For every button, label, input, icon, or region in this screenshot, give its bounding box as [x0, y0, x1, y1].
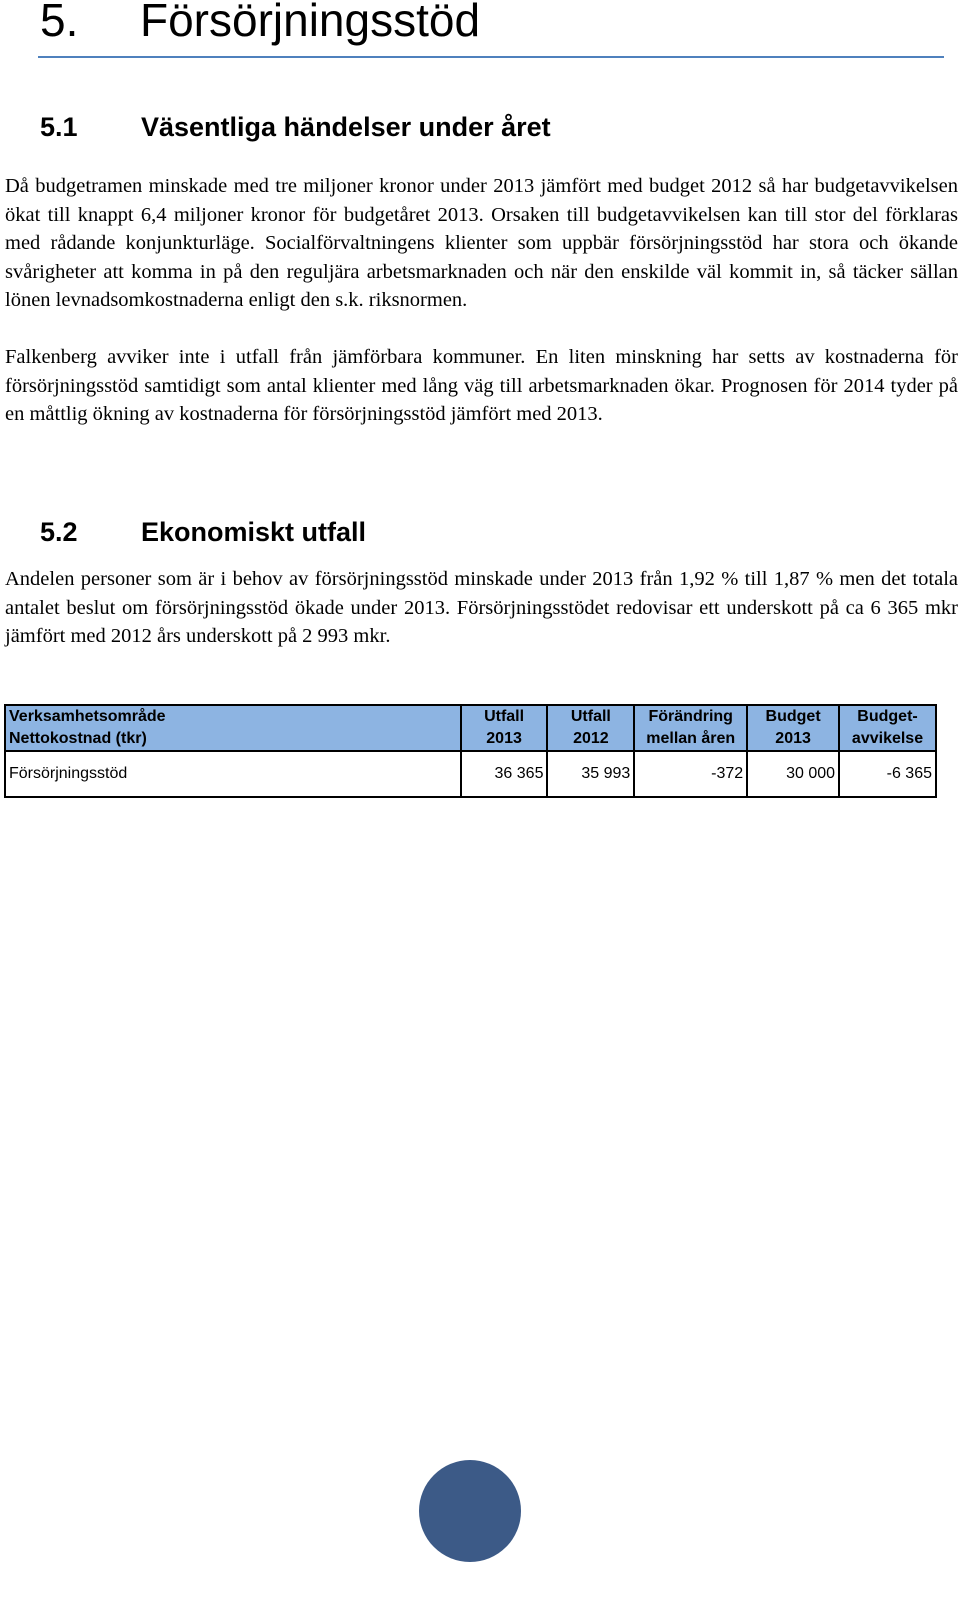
chapter-number: 5. [40, 0, 79, 46]
header-cell-area: Verksamhetsområde Nettokostnad (tkr) [5, 705, 461, 751]
header-cell-outcome-2013: Utfall 2013 [461, 705, 548, 751]
cell-deviation: -6 365 [839, 751, 936, 797]
section-heading-5-2 [40, 515, 366, 549]
section-title: Väsentliga händelser under året [141, 112, 551, 142]
paragraph-budget-deviation: Då budgetramen minskade med tre miljoner kronor under 2013 jämfört med budget 2012 så har budgetavvikelsen ökat till knappt 6,4 miljoner kronor för budgetåret 2013. Orsaken till budgetavvikelsen kan till stor del förklaras med rådande konjunkturläge. Socialförvaltningens klienter som uppbär försörjningsstöd har stora och ökande svårigheter att komma in på den reguljära arbetsmarknaden och när den enskilde väl kommit in, så täcker sällan lönen levnadsomkostnaderna enligt den s.k. riksnormen. [5, 175, 958, 312]
cell-area: Försörjningsstöd [5, 751, 461, 797]
section-number: 5.1 [40, 112, 78, 142]
header-cell-outcome-2012: Utfall 2012 [547, 705, 634, 751]
title-divider [38, 56, 944, 58]
table-row [5, 751, 936, 797]
cell-outcome-2012: 35 993 [547, 751, 634, 797]
chapter-title-text: Försörjningsstöd [140, 0, 481, 46]
cell-outcome-2013: 36 365 [461, 751, 548, 797]
section-heading-5-1 [40, 110, 551, 144]
budget-table [4, 704, 937, 798]
page-marker-circle [419, 1460, 521, 1562]
header-cell-deviation: Budget- avvikelse [839, 705, 936, 751]
header-cell-change: Förändring mellan åren [634, 705, 747, 751]
section-number: 5.2 [40, 517, 78, 547]
chapter-title [40, 0, 480, 50]
cell-change: -372 [634, 751, 747, 797]
section-title: Ekonomiskt utfall [141, 517, 367, 547]
cell-budget-2013: 30 000 [747, 751, 839, 797]
paragraph-economic-outcome: Andelen personer som är i behov av försörjningsstöd minskade under 2013 från 1,92 % till 1,87 % men det totala antalet beslut om försörjningsstöd ökade under 2013. Försörjningsstödet redovisar ett underskott på ca 6 365 mkr jämfört med 2012 års underskott på 2 993 mkr. [5, 568, 958, 648]
header-cell-budget-2013: Budget 2013 [747, 705, 839, 751]
table-header-row [5, 705, 936, 751]
paragraph-comparison: Falkenberg avviker inte i utfall från jämförbara kommuner. En liten minskning har setts av kostnaderna för försörjningsstöd samtidigt som antal klienter med lång väg till arbetsmarknaden ökar. Prognosen för 2014 tyder på en måttlig ökning av kostnaderna för försörjningsstöd jämfört med 2013. [5, 346, 958, 426]
